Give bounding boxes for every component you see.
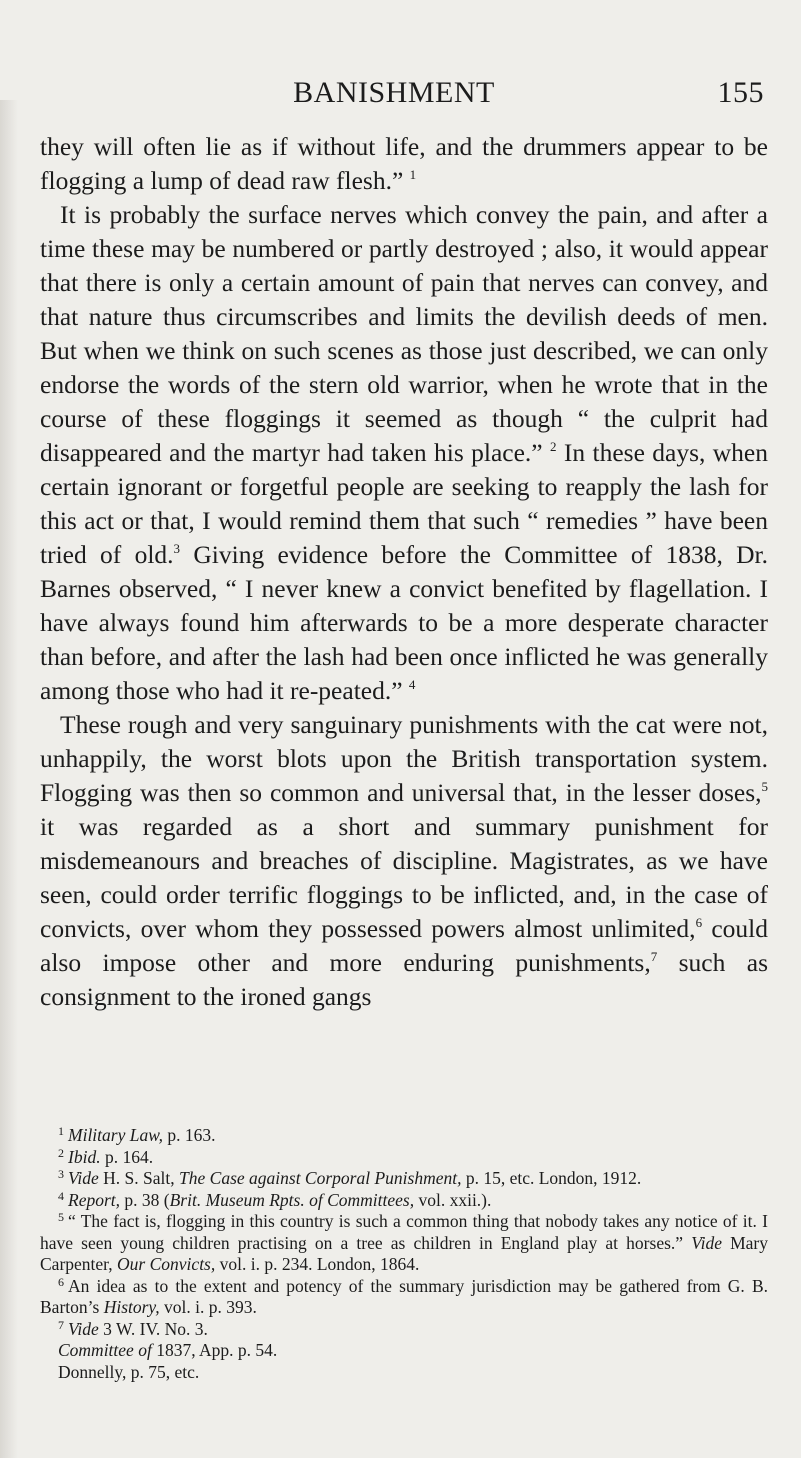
footnote-mark: 6 xyxy=(58,1274,64,1289)
citation-author: Mary Carpenter, xyxy=(40,1232,769,1274)
citation-detail: vol. i. p. 234. London, 1864. xyxy=(219,1254,420,1274)
footnote-3 xyxy=(40,1168,768,1190)
footnote-2 xyxy=(40,1147,768,1169)
footnote-mark: 3 xyxy=(58,1167,64,1181)
running-head xyxy=(24,76,764,116)
citation-detail: 3 W. IV. No. 3. xyxy=(103,1318,208,1339)
paragraph-1 xyxy=(40,130,768,198)
page-number: 155 xyxy=(717,76,764,109)
text-run: it was regarded as a short and summary punishment for misdemeanours and breaches of discipline. Magistrates, as we have seen, could order terrific floggings to be inflicted, and, in the case of convicts, over whom they possessed powers almost unlimited, xyxy=(40,812,768,943)
citation-detail: vol. i. p. 393. xyxy=(163,1297,257,1317)
citation-quote: “ The fact is, flogging in this country is such a common thing that nobody takes any notice of it. I have seen young children practising on a tree as children in England play at horses.” xyxy=(40,1211,768,1253)
footnote-mark: 2 xyxy=(58,1145,64,1160)
footnote-1 xyxy=(40,1125,768,1147)
running-title: BANISHMENT xyxy=(293,76,495,109)
citation-detail: 1837, App. p. 54. xyxy=(156,1340,278,1360)
footnote-7 xyxy=(40,1319,768,1341)
text-run: Giving evidence before the Committee of 1838, Dr. Barnes observed, “ I never knew a convict benefited by flagellation. I have always found him afterwards to be a more desperate character than before, and after the lash had been once inflicted he was generally among those who had it re-peated.” xyxy=(40,540,769,705)
citation-title: Report, xyxy=(68,1189,121,1210)
vide: Vide xyxy=(68,1168,99,1188)
footnote-mark: 4 xyxy=(58,1188,64,1203)
footnotes xyxy=(40,1125,768,1383)
text-run: could also impose other and more enduring punishments, xyxy=(40,914,768,977)
citation-title: Committee of xyxy=(58,1340,152,1360)
citation-title: Brit. Museum Rpts. of Committees, xyxy=(169,1189,415,1210)
text-run: they will often lie as if without life, and the drummers appear to be flogging a lump of dead raw flesh.” xyxy=(40,132,768,195)
citation-detail: p. 163. xyxy=(167,1125,216,1145)
vide: Vide xyxy=(68,1318,99,1339)
vide: Vide xyxy=(691,1232,722,1253)
text-run: In these days, when certain ignorant or forgetful people are seeking to reapply the lash for this act or that, I would remind them that such “ remedies ” have been tried of old. xyxy=(40,438,768,569)
footnote-mark: 1 xyxy=(58,1124,64,1138)
footnote-7-line-2 xyxy=(40,1340,768,1362)
body-text xyxy=(40,130,768,1014)
citation-title: History, xyxy=(103,1297,160,1317)
footnote-ref: 6 xyxy=(695,915,703,930)
footnote-6 xyxy=(40,1276,768,1319)
text-run: These rough and very sanguinary punishments with the cat were not, unhappily, the worst blots upon the British transportation system. Flogging was then so common and universal that, in the lesser doses, xyxy=(40,710,768,807)
citation-title: Our Convicts, xyxy=(117,1254,216,1274)
citation-detail: p. 15, etc. London, 1912. xyxy=(465,1168,642,1188)
footnote-ref: 7 xyxy=(650,949,658,964)
footnote-5 xyxy=(40,1211,768,1276)
footnote-4 xyxy=(40,1190,768,1212)
text-run: such as consignment to the ironed gangs xyxy=(40,948,768,1011)
footnote-ref: 3 xyxy=(173,541,181,556)
footnote-7-line-3 xyxy=(40,1362,768,1384)
page-gutter-shadow xyxy=(0,100,18,1458)
citation-title: The Case against Corporal Punishment, xyxy=(179,1168,462,1188)
paragraph-2 xyxy=(40,198,768,708)
citation-author: H. S. Salt, xyxy=(103,1168,175,1188)
citation-title: Ibid. xyxy=(68,1146,101,1167)
footnote-ref: 2 xyxy=(550,439,557,454)
citation-title: Military Law, xyxy=(68,1125,163,1145)
footnote-ref: 5 xyxy=(761,779,768,794)
citation-detail: p. 164. xyxy=(104,1146,154,1167)
citation-detail: vol. xxii.). xyxy=(418,1189,492,1210)
text-run: It is probably the surface nerves which convey the pain, and after a time these may be numbered or partly destroyed ; also, it would appear that there is only a certain amount of pain that nerves can convey, and that nature thus circumscribes and limits the devilish deeds of men. But when we think on such scenes as those just described, we can only endorse the words of the stern old warrior, when he wrote that in the course of these floggings it seemed as though “ the culprit had disappeared and the martyr had taken his place.” xyxy=(40,200,768,467)
footnote-ref: 1 xyxy=(409,167,417,182)
footnote-mark: 5 xyxy=(58,1210,64,1224)
citation-detail: Donnelly, p. 75, etc. xyxy=(58,1361,200,1382)
footnote-mark: 7 xyxy=(58,1317,64,1332)
paragraph-3 xyxy=(40,708,768,1014)
footnote-ref: 4 xyxy=(408,677,416,692)
citation-text: An idea as to the extent and potency of the summary jurisdiction may be gathered from G. B. Barton’s xyxy=(40,1275,768,1317)
citation-detail: p. 38 ( xyxy=(124,1189,170,1210)
